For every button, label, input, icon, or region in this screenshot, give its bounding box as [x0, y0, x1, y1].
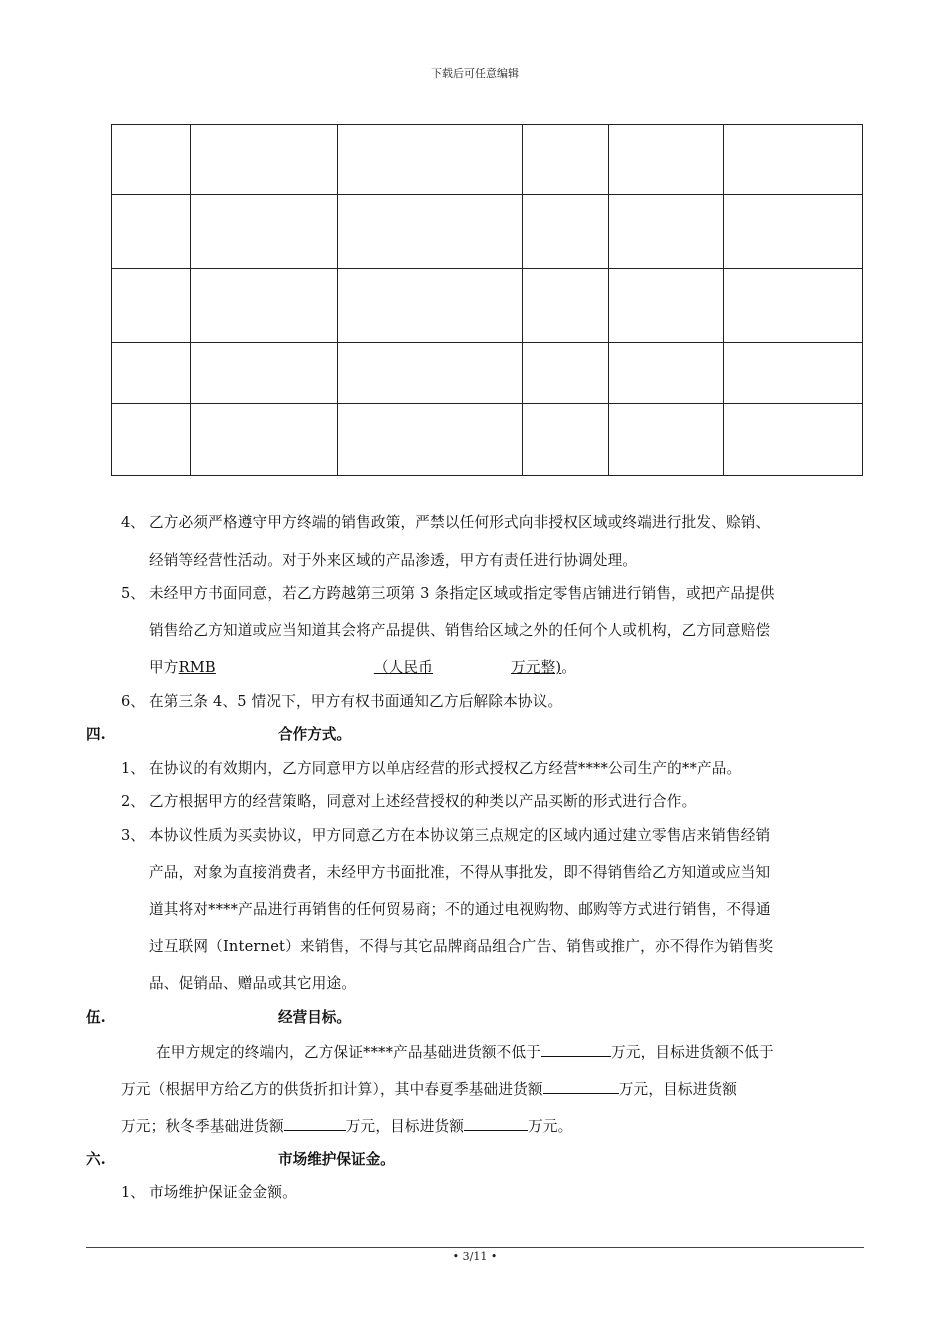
table-cell — [609, 269, 724, 343]
item-4-line-1: 乙方必须严格遵守甲方终端的销售政策，严禁以任何形式向非授权区域或终端进行批发、赊销、 — [149, 514, 771, 531]
table-cell — [338, 343, 523, 404]
text: 。 — [561, 659, 577, 676]
table-cell — [724, 125, 863, 195]
section-5-line-3 — [121, 1116, 572, 1137]
item-number: 3、 — [121, 827, 145, 844]
table-cell — [191, 125, 338, 195]
section-5-line-2 — [121, 1079, 737, 1100]
table-cell — [523, 269, 609, 343]
table-cell — [724, 269, 863, 343]
table-cell — [112, 404, 191, 476]
item-5-line-2: 销售给乙方知道或应当知道其会将产品提供、销售给区域之外的任何个人或机构，乙方同意赔偿 — [149, 622, 771, 639]
section-4-item-3-line-2: 产品，对象为直接消费者，未经甲方书面批准，不得从事批发，即不得销售给乙方知道或应当知 — [149, 864, 771, 881]
text: 万元，目标进货额 — [345, 1118, 465, 1135]
item-number: 2、 — [121, 793, 145, 810]
table-cell — [191, 269, 338, 343]
table-cell — [523, 404, 609, 476]
blank-field — [284, 1116, 346, 1131]
section-4-item-3-line-1: 本协议性质为买卖协议，甲方同意乙方在本协议第三点规定的区域内通过建立零售店来销售经销 — [149, 827, 771, 844]
table-cell — [724, 404, 863, 476]
item-6-text: 在第三条 4、5 情况下，甲方有权书面通知乙方后解除本协议。 — [149, 693, 563, 710]
item-number: 1、 — [121, 1184, 145, 1201]
table-row — [112, 195, 863, 269]
table-cell — [609, 195, 724, 269]
section-6-number: 六. — [86, 1151, 106, 1168]
footer-divider — [86, 1247, 864, 1248]
table-row — [112, 343, 863, 404]
table-cell — [724, 343, 863, 404]
text: 万元；秋冬季基础进货额 — [121, 1118, 284, 1135]
section-4-item-3-line-5: 品、促销品、赠品或其它用途。 — [149, 975, 357, 992]
text: 万元。 — [528, 1118, 573, 1135]
table-cell — [112, 343, 191, 404]
blank-field — [541, 1042, 611, 1057]
blank-field — [464, 1116, 528, 1131]
section-4-title: 合作方式。 — [278, 726, 351, 743]
section-6-item-1: 市场维护保证金金额。 — [149, 1184, 297, 1201]
section-5-line-1 — [156, 1042, 774, 1063]
text: 万元（根据甲方给乙方的供货折扣计算），其中春夏季基础进货额 — [121, 1081, 543, 1098]
rmb-label: RMB — [178, 659, 216, 676]
blank-field — [543, 1079, 619, 1094]
item-number: 6、 — [121, 693, 145, 710]
table-cell — [338, 195, 523, 269]
text: 在甲方规定的终端内，乙方保证****产品基础进货额不低于 — [156, 1044, 542, 1061]
blank-table — [111, 124, 863, 476]
section-4-number: 四. — [86, 726, 106, 743]
section-5-number: 伍. — [86, 1009, 106, 1026]
section-4-item-3-line-4: 过互联网（Internet）来销售，不得与其它品牌商品组合广告、销售或推广，亦不得作为销售奖 — [149, 938, 774, 955]
table-cell — [523, 195, 609, 269]
item-number: 5、 — [121, 585, 145, 602]
section-4-item-3-line-3: 道其将对****产品进行再销售的任何贸易商；不的通过电视购物、邮购等方式进行销售，不得通 — [149, 901, 771, 918]
item-5-line-1: 未经甲方书面同意，若乙方跨越第三项第 3 条指定区域或指定零售店铺进行销售，或把产品提供 — [149, 585, 775, 602]
table-row — [112, 269, 863, 343]
table-cell — [609, 343, 724, 404]
table-cell — [338, 404, 523, 476]
page-header: 下载后可任意编辑 — [431, 67, 519, 80]
item-number: 1、 — [121, 760, 145, 777]
table-cell — [523, 343, 609, 404]
section-4-item-1: 在协议的有效期内，乙方同意甲方以单店经营的形式授权乙方经营****公司生产的**产品。 — [149, 760, 742, 777]
text: 万元，目标进货额不低于 — [611, 1044, 774, 1061]
section-6-title: 市场维护保证金。 — [278, 1151, 395, 1168]
rmb-chinese-label: （人民币 — [373, 659, 434, 676]
table-cell — [609, 404, 724, 476]
table-cell — [191, 404, 338, 476]
table-row — [112, 404, 863, 476]
table-cell — [191, 343, 338, 404]
section-5-title: 经营目标。 — [278, 1009, 351, 1026]
table-cell — [724, 195, 863, 269]
table-cell — [609, 125, 724, 195]
rmb-amount-field — [179, 659, 562, 676]
table-cell — [523, 125, 609, 195]
table-cell — [112, 269, 191, 343]
text: 甲方 — [149, 659, 179, 676]
table-cell — [112, 195, 191, 269]
item-4-line-2: 经销等经营性活动。对于外来区域的产品渗透，甲方有责任进行协调处理。 — [149, 552, 638, 569]
table-cell — [191, 195, 338, 269]
table-cell — [338, 269, 523, 343]
table-row — [112, 125, 863, 195]
page-number: • 3/11 • — [452, 1250, 498, 1263]
text: 万元，目标进货额 — [618, 1081, 738, 1098]
section-4-item-2: 乙方根据甲方的经营策略，同意对上述经营授权的种类以产品买断的形式进行合作。 — [149, 793, 697, 810]
item-5-line-3 — [149, 658, 576, 678]
item-number: 4、 — [121, 514, 145, 531]
wan-label: 万元整) — [511, 659, 562, 676]
table-cell — [338, 125, 523, 195]
table-cell — [112, 125, 191, 195]
